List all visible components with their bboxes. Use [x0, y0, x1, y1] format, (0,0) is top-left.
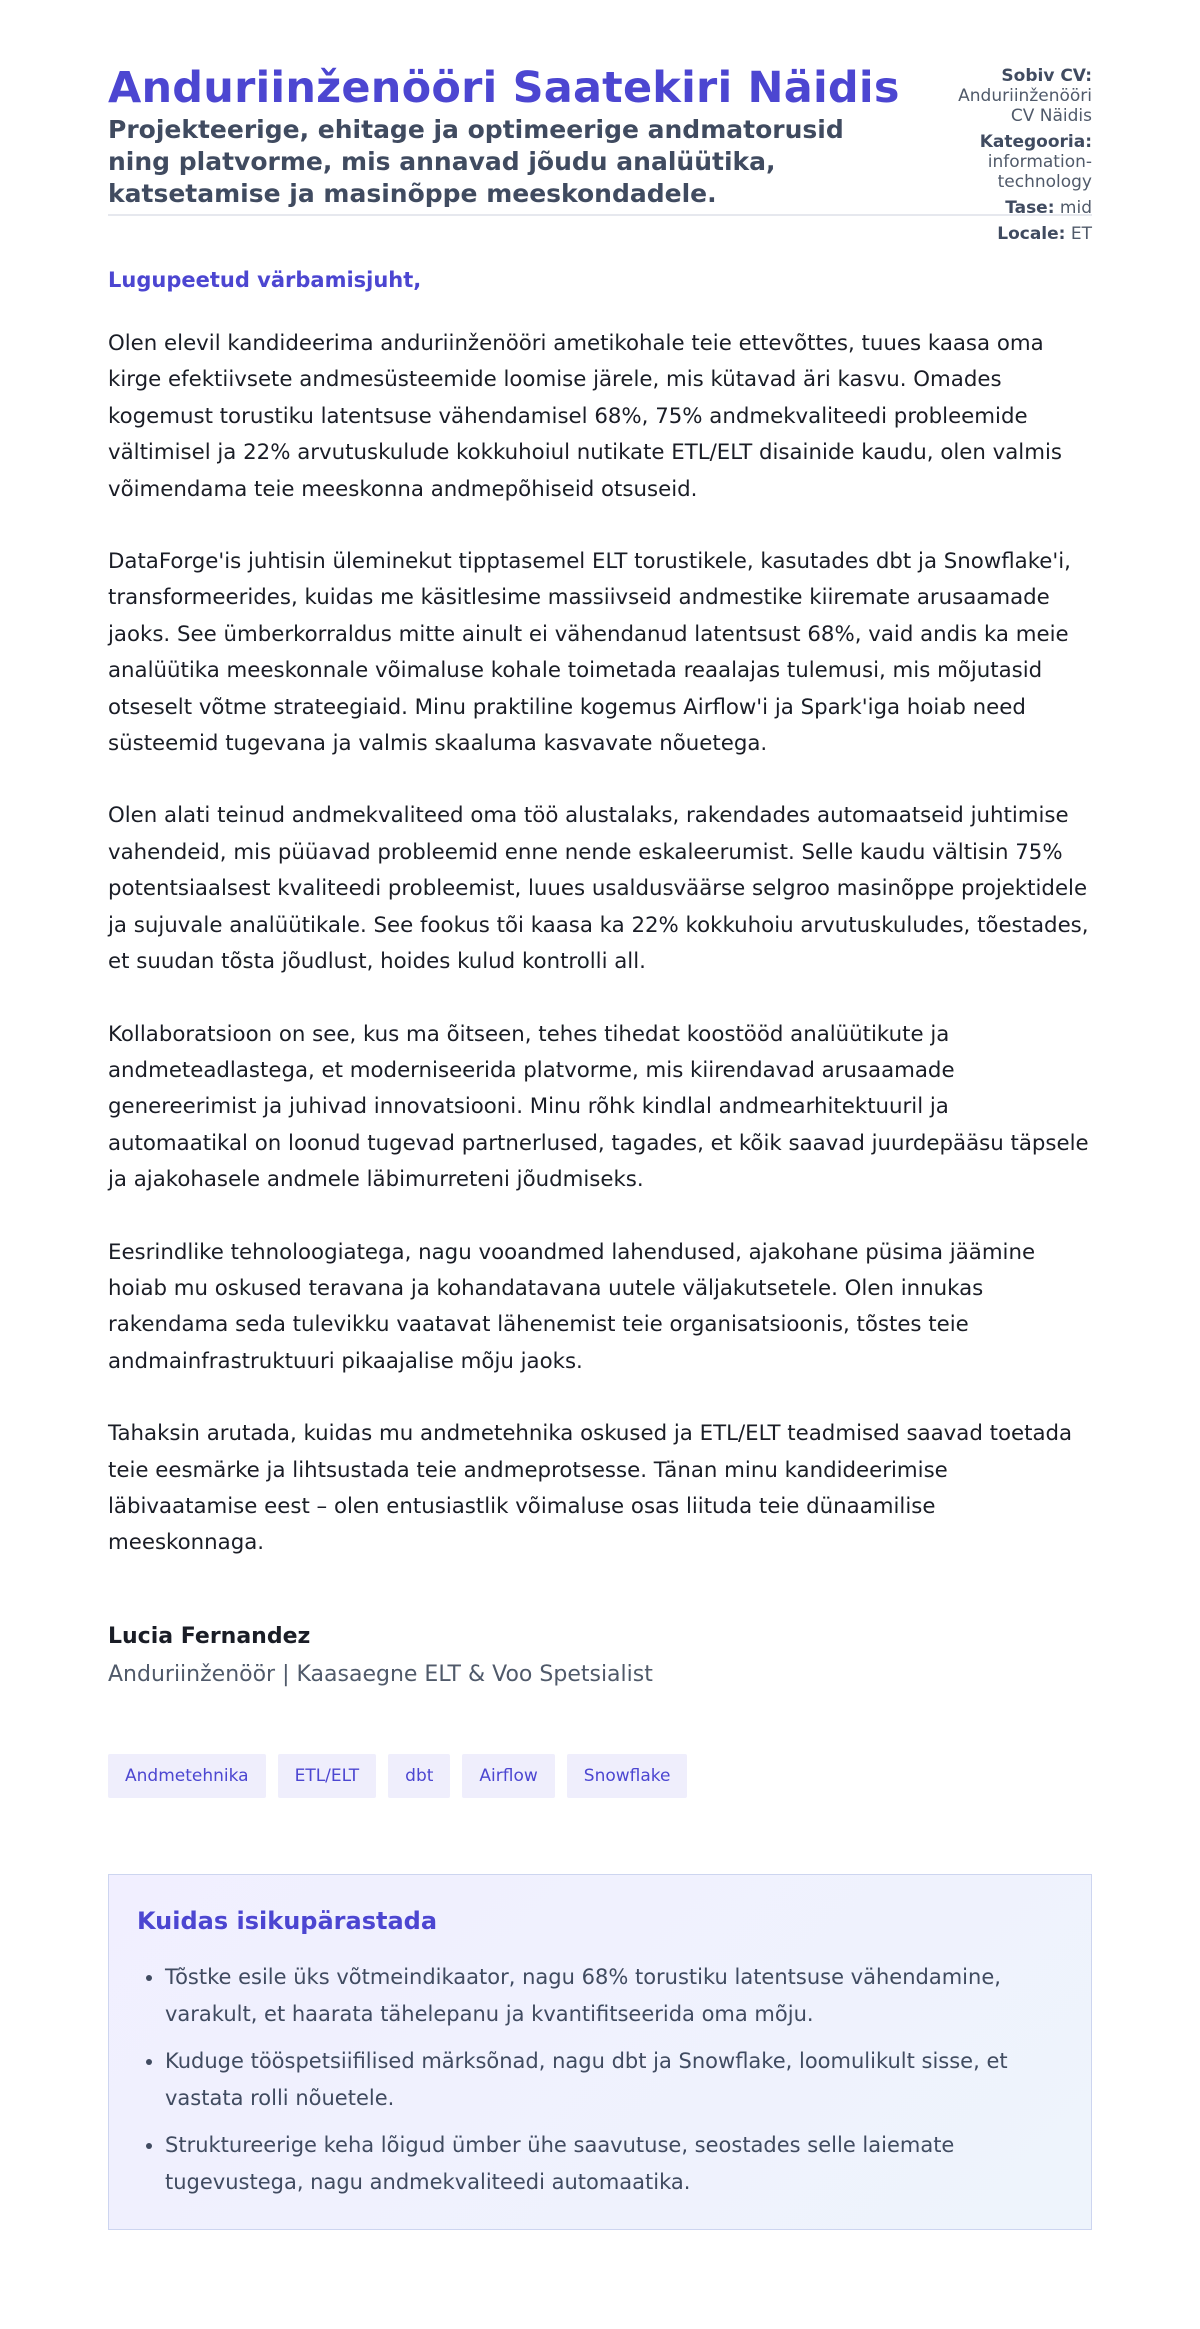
meta-panel [942, 66, 1092, 250]
paragraph: DataForge'is juhtisin üleminekut tipptasemel ELT torustikele, kasutades dbt ja Snowflake'i, transformeerides, kuidas me käsitlesime massiivseid andmestike kiiremate arusaamade jaoks. See ümberkorraldus mitte ainult ei vähendanud latentsust 68%, vaid andis ka meie analüütika meeskonnale võimaluse kohale toimetada reaalajas tulemusi, mis mõjutasid otseselt võtme strateegiaid. Minu praktiline kogemus Airflow'i ja Spark'iga hoiab need süsteemid tugevana ja valmis skaaluma kasvavate nõuetega. [108, 549, 1071, 757]
tag: Airflow [462, 1754, 554, 1798]
signature-name: Lucia Fernandez [108, 1623, 311, 1649]
page-subtitle: Projekteerige, ehitage ja optimeerige andmatorusid ning platvorme, mis annavad jõudu analüütika, katsetamise ja masinõppe meeskondadele. [108, 115, 844, 208]
meta-value: mid [1059, 198, 1092, 218]
meta-resume [942, 66, 1092, 126]
meta-label: Tase: [1005, 198, 1055, 218]
tag: dbt [388, 1754, 450, 1798]
meta-label: Locale: [997, 224, 1066, 244]
paragraph: Kollaboratsioon on see, kus ma õitseen, tehes tihedat koostööd analüütikute ja andmeteadlastega, et moderniseerida platvorme, mis kiirendavad arusaamade genereerimist ja juhivad innovatsiooni. Minu rõhk kindlal andmearhitektuuril ja automaatikal on loonud tugevad partnerlused, tagades, et kõik saavad juurdepääsu täpsele ja ajakohasele andmele läbimurreteni jõudmiseks. [108, 1021, 1089, 1193]
personalization-tips-box [108, 1874, 1092, 2230]
tag-list [108, 1754, 1092, 1798]
greeting: Lugupeetud värbamisjuht, [108, 268, 422, 292]
tag: Andmetehnika [108, 1754, 266, 1798]
meta-level [942, 198, 1092, 218]
meta-locale [942, 224, 1092, 244]
tip-item: • Struktureerige keha lõigud ümber ühe saavutuse, seostades selle laiemate tugevustega, nagu andmekvaliteedi automaatika. [165, 2127, 1063, 2201]
tips-title: Kuidas isikupärastada [137, 1906, 438, 1935]
paragraph: Tahaksin arutada, kuidas mu andmetehnika oskused ja ETL/ELT teadmised saavad toetada teie eesmärke ja lihtsustada teie andmeprotsesse. Tänan minu kandideerimise läbivaatamise eest – olen entusiastlik võimaluse osas liituda teie dünaamilise meeskonnaga. [108, 1421, 1073, 1556]
letter-header [108, 0, 1092, 244]
tips-list [137, 1959, 1063, 2201]
meta-value: information-technology [987, 152, 1092, 192]
meta-category [942, 132, 1092, 192]
signature-role: Anduriinženöör | Kaasaegne ELT & Voo Spetsialist [108, 1661, 653, 1687]
tip-item: • Tõstke esile üks võtmeindikaator, nagu 68% torustiku latentsuse vähendamine, varakult, et haarata tähelepanu ja kvantifitseerida oma mõju. [165, 1959, 1063, 2033]
paragraph: Olen alati teinud andmekvaliteed oma töö alustalaks, rakendades automaatseid juhtimise vahendeid, mis püüavad probleemid enne nende eskaleerumist. Selle kaudu vältisin 75% potentsiaalsest kvaliteedi probleemist, luues usaldusväärse selgroo masinõppe projektidele ja sujuvale analüütikale. See fookus tõi kaasa ka 22% kokkuhoiu arvutuskuludes, tõestades, et suudan tõsta jõudlust, hoides kulud kontrolli all. [108, 803, 1089, 975]
signature [108, 1622, 1092, 1690]
letter-body [108, 216, 1092, 1562]
page-title: Anduriinženööri Saatekiri Näidis [108, 63, 900, 113]
paragraph: Eesrindlike tehnoloogiatega, nagu vooandmed lahendused, ajakohane püsima jäämine hoiab mu oskused teravana ja kohandatavana uutele väljakutsetele. Olen innukas rakendama seda tulevikku vaatavat lähenemist teie organisatsioonis, tõstes teie andmainfrastruktuuri pikaajalise mõju jaoks. [108, 1239, 1036, 1374]
tag: Snowflake [567, 1754, 688, 1798]
meta-label: Sobiv CV: [1001, 66, 1092, 86]
paragraph: Olen elevil kandideerima anduriinženööri ametikohale teie ettevõttes, tuues kaasa oma kirge efektiivsete andmesüsteemide loomise järele, mis kütavad äri kasvu. Omades kogemust torustiku latentsuse vähendamisel 68%, 75% andmekvaliteedi probleemide vältimisel ja 22% arvutuskulude kokkuhoiul nutikate ETL/ELT disainide kaudu, olen valmis võimendama teie meeskonna andmepõhiseid otsuseid. [108, 331, 1062, 502]
tip-item: • Kuduge tööspetsiifilised märksõnad, nagu dbt ja Snowflake, loomulikult sisse, et vastata rolli nõuetele. [165, 2043, 1063, 2117]
meta-value: ET [1070, 224, 1092, 244]
meta-value: Anduriinženööri CV Näidis [958, 86, 1092, 126]
tag: ETL/ELT [278, 1754, 377, 1798]
meta-label: Kategooria: [979, 132, 1092, 152]
